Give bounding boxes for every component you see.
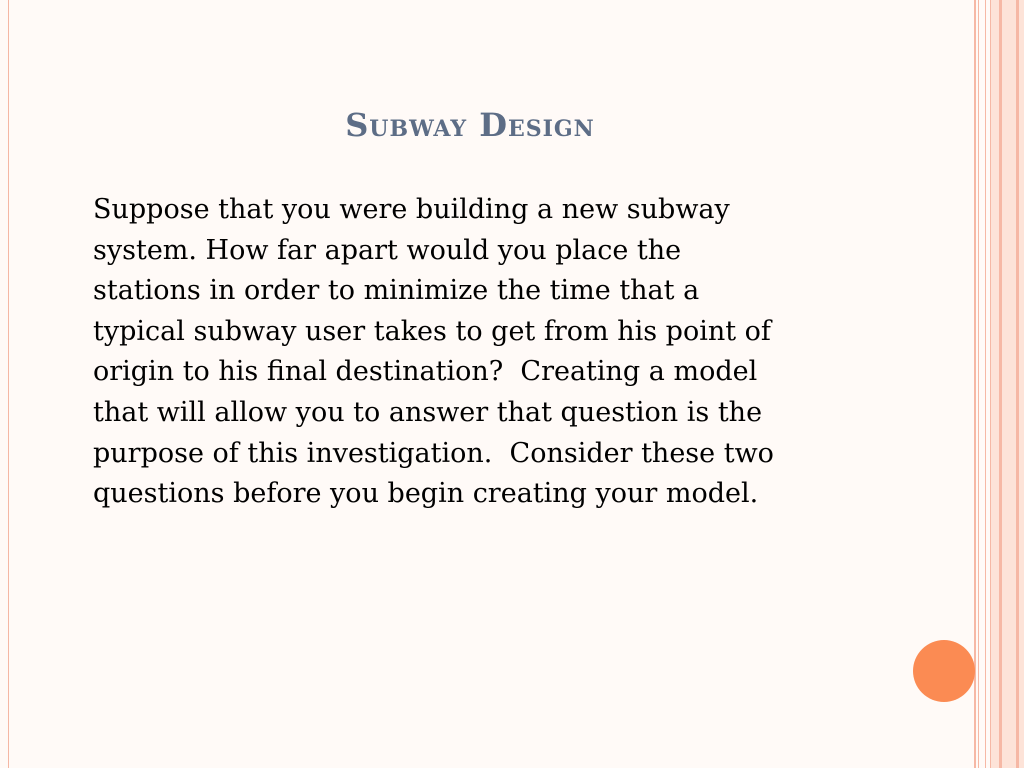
stripe [1002, 0, 1016, 768]
body-line: Suppose that you were building a new subway [93, 194, 730, 225]
body-line: purpose of this investigation. Consider these two [93, 437, 774, 469]
stripe [974, 0, 976, 768]
orange-circle-decoration [913, 640, 975, 702]
body-line: that will allow you to answer that question is the [93, 396, 763, 428]
body-line: stations in order to minimize the time that a [93, 275, 700, 307]
body-line: typical subway user takes to get from his point of [93, 315, 771, 347]
body-line: system. How far apart would you place the [93, 234, 682, 266]
stripe [991, 0, 999, 768]
left-border-line [8, 0, 9, 768]
slide-body-text [93, 190, 883, 515]
body-line: questions before you begin creating your model. [93, 478, 759, 510]
stripe [1019, 0, 1024, 768]
stripe [978, 0, 979, 768]
slide-title: Subway Design [345, 106, 595, 144]
right-decorative-stripes [974, 0, 1024, 768]
body-line: origin to his final destination? Creating a model [93, 356, 758, 388]
stripe [985, 0, 986, 768]
